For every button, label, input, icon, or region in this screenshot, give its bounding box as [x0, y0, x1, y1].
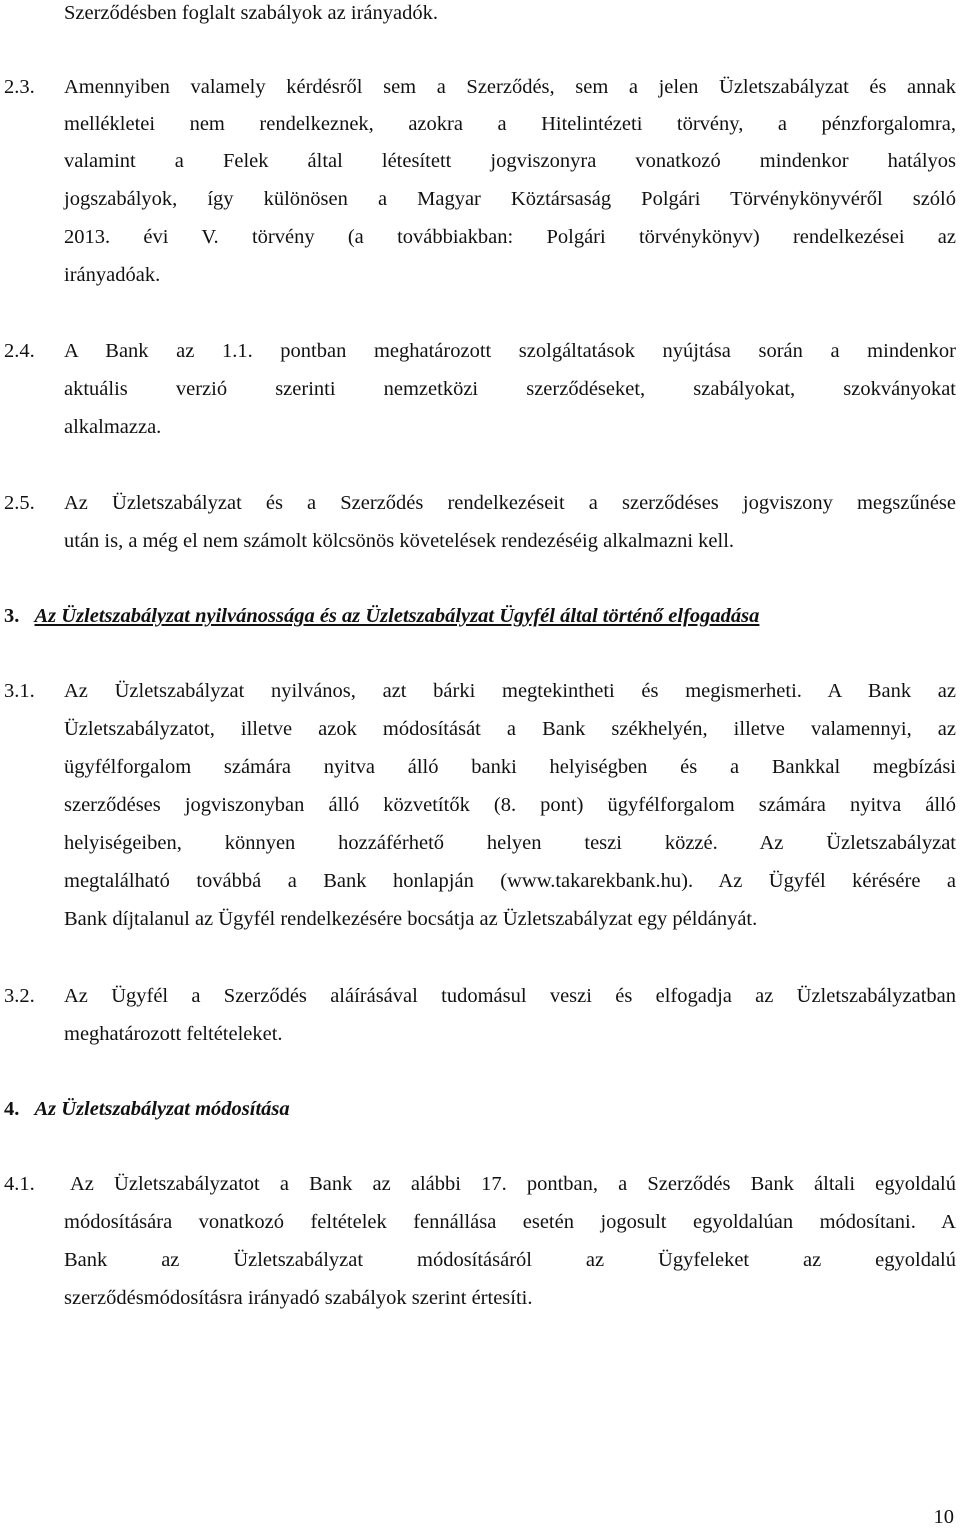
heading-4 — [4, 1096, 290, 1122]
section-4-1-line-1: Az Üzletszabályzatot a Bank az alábbi 17. pontban, a Szerződés Bank általi egyoldalú — [70, 1173, 956, 1195]
section-2-3-line-2: mellékletei nem rendelkeznek, azokra a Hitelintézeti törvény, a pénzforgalomra, — [64, 113, 956, 135]
heading-3 — [4, 603, 759, 629]
section-3-2-line-1: Az Ügyfél a Szerződés aláírásával tudomásul veszi és elfogadja az Üzletszabályzatban — [64, 985, 956, 1007]
heading-3-text: Az Üzletszabályzat nyilvánossága és az Üzletszabályzat Ügyfél által történő elfogadása — [34, 605, 760, 627]
section-2-3-line-1: Amennyiben valamely kérdésről sem a Szerződés, sem a jelen Üzletszabályzat és annak — [64, 76, 956, 98]
section-2-3-line-3: valamint a Felek által létesített jogviszonyra vonatkozó mindenkor hatályos — [64, 150, 956, 172]
intro-line: Szerződésben foglalt szabályok az irányadók. — [64, 2, 438, 24]
section-number-3-1: 3.1. — [4, 680, 35, 702]
heading-4-number: 4. — [4, 1098, 20, 1120]
section-number-3-2: 3.2. — [4, 985, 35, 1007]
section-2-3-line-6: irányadóak. — [64, 264, 161, 286]
section-number-2-5: 2.5. — [4, 492, 35, 514]
heading-4-text: Az Üzletszabályzat módosítása — [34, 1098, 290, 1120]
section-2-4-line-2: aktuális verzió szerinti nemzetközi szerződéseket, szabályokat, szokványokat — [64, 378, 956, 400]
section-3-1-line-7: Bank díjtalanul az Ügyfél rendelkezésére bocsátja az Üzletszabályzat egy példányát. — [64, 908, 758, 930]
section-2-3-line-5: 2013. évi V. törvény (a továbbiakban: Polgári törvénykönyv) rendelkezései az — [64, 226, 956, 248]
section-2-5-line-2: után is, a még el nem számolt kölcsönös követelések rendezéséig alkalmazni kell. — [64, 530, 735, 552]
heading-3-number: 3. — [4, 605, 20, 627]
section-number-2-4: 2.4. — [4, 340, 35, 362]
section-2-4-line-3: alkalmazza. — [64, 416, 162, 438]
section-number-4-1: 4.1. — [4, 1173, 35, 1195]
section-number-2-3: 2.3. — [4, 76, 35, 98]
section-4-1-line-2: módosítására vonatkozó feltételek fennállása esetén jogosult egyoldalúan módosítani. A — [64, 1211, 956, 1233]
section-2-5-line-1: Az Üzletszabályzat és a Szerződés rendelkezéseit a szerződéses jogviszony megszűnése — [64, 492, 956, 514]
section-3-1-line-2: Üzletszabályzatot, illetve azok módosítását a Bank székhelyén, illetve valamennyi, az — [64, 718, 956, 740]
section-4-1-line-4: szerződésmódosításra irányadó szabályok szerint értesíti. — [64, 1287, 533, 1309]
section-2-4-line-1: A Bank az 1.1. pontban meghatározott szolgáltatások nyújtása során a mindenkor — [64, 340, 956, 362]
section-3-1-line-5: helyiségeiben, könnyen hozzáférhető helyen teszi közzé. Az Üzletszabályzat — [64, 832, 956, 854]
section-3-2-line-2: meghatározott feltételeket. — [64, 1023, 283, 1045]
section-3-1-line-1: Az Üzletszabályzat nyilvános, azt bárki megtekintheti és megismerheti. A Bank az — [64, 680, 956, 702]
section-3-1-line-4: szerződéses jogviszonyban álló közvetítők (8. pont) ügyfélforgalom számára nyitva álló — [64, 794, 956, 816]
section-3-1-line-3: ügyfélforgalom számára nyitva álló banki helyiségben és a Bankkal megbízási — [64, 756, 956, 778]
page-number: 10 — [933, 1506, 954, 1528]
section-4-1-line-3: Bank az Üzletszabályzat módosításáról az Ügyfeleket az egyoldalú — [64, 1249, 956, 1271]
section-3-1-line-6: megtalálható továbbá a Bank honlapján (www.takarekbank.hu). Az Ügyfél kérésére a — [64, 870, 956, 892]
section-2-3-line-4: jogszabályok, így különösen a Magyar Köztársaság Polgári Törvénykönyvéről szóló — [64, 188, 956, 210]
